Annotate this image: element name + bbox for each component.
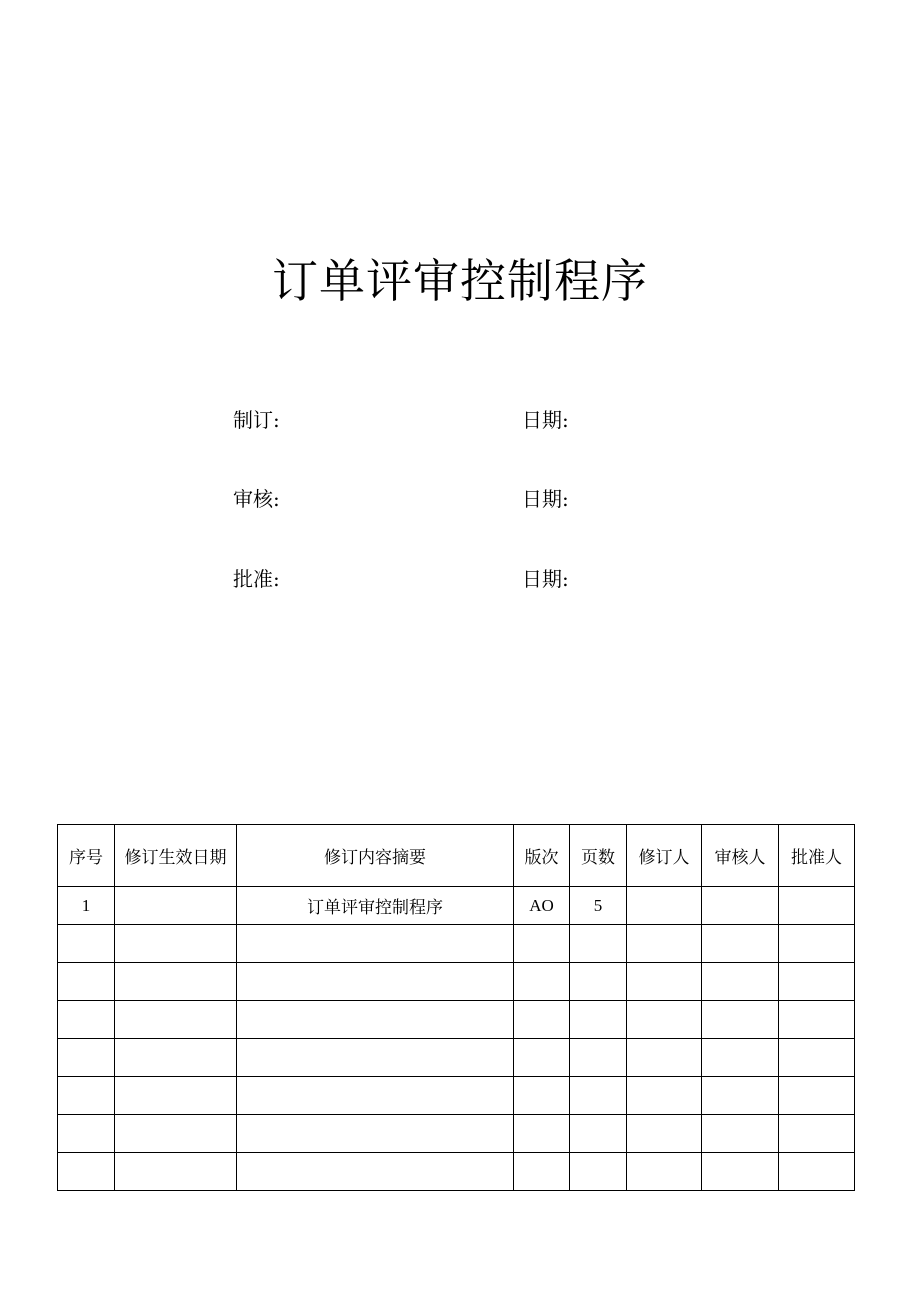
cell-version [514, 1115, 570, 1153]
cell-seq-no [58, 1115, 115, 1153]
cell-version [514, 963, 570, 1001]
cell-effective-date [115, 887, 237, 925]
cell-revised-by [627, 925, 702, 963]
drafted-by-label: 制订: [233, 408, 280, 432]
cell-seq-no [58, 1001, 115, 1039]
header-approved-by: 批准人 [779, 825, 855, 887]
reviewed-date-label: 日期: [522, 487, 569, 511]
cell-seq-no [58, 1039, 115, 1077]
cell-revision-summary [237, 1077, 514, 1115]
cell-revised-by [627, 1077, 702, 1115]
approved-by-label: 批准: [233, 567, 280, 591]
table-header-row [58, 825, 855, 887]
header-revision-summary: 修订内容摘要 [237, 825, 514, 887]
reviewed-by-label: 审核: [233, 487, 280, 511]
header-version: 版次 [514, 825, 570, 887]
cell-pages [570, 1115, 627, 1153]
cell-seq-no [58, 925, 115, 963]
table-row [58, 1001, 855, 1039]
table-row [58, 963, 855, 1001]
cell-version [514, 925, 570, 963]
cell-pages [570, 925, 627, 963]
cell-revised-by [627, 1115, 702, 1153]
cell-effective-date [115, 925, 237, 963]
cell-effective-date [115, 1115, 237, 1153]
cell-revision-summary [237, 1153, 514, 1191]
cell-version: AO [514, 887, 570, 925]
approved-date-label: 日期: [522, 567, 569, 591]
table-row [58, 925, 855, 963]
cell-effective-date [115, 1001, 237, 1039]
table-row [58, 1115, 855, 1153]
cell-effective-date [115, 1153, 237, 1191]
cell-reviewed-by [702, 1001, 779, 1039]
cell-revised-by [627, 1039, 702, 1077]
cell-pages [570, 963, 627, 1001]
cell-reviewed-by [702, 1115, 779, 1153]
cell-version [514, 1039, 570, 1077]
cell-approved-by [779, 1001, 855, 1039]
cell-approved-by [779, 1077, 855, 1115]
cell-effective-date [115, 1039, 237, 1077]
cell-reviewed-by [702, 1077, 779, 1115]
cell-effective-date [115, 1077, 237, 1115]
header-effective-date: 修订生效日期 [115, 825, 237, 887]
cell-reviewed-by [702, 963, 779, 1001]
cell-seq-no [58, 963, 115, 1001]
table-row [58, 887, 855, 925]
cell-revision-summary [237, 1115, 514, 1153]
cell-approved-by [779, 963, 855, 1001]
cell-reviewed-by [702, 887, 779, 925]
header-seq-no: 序号 [58, 825, 115, 887]
cell-approved-by [779, 1039, 855, 1077]
cell-revised-by [627, 1001, 702, 1039]
cell-pages [570, 1077, 627, 1115]
cell-revised-by [627, 963, 702, 1001]
cell-pages [570, 1039, 627, 1077]
cell-revision-summary: 订单评审控制程序 [237, 887, 514, 925]
cell-effective-date [115, 963, 237, 1001]
cell-version [514, 1001, 570, 1039]
cell-seq-no [58, 1153, 115, 1191]
cell-pages [570, 1001, 627, 1039]
cell-approved-by [779, 925, 855, 963]
cell-approved-by [779, 887, 855, 925]
cell-version [514, 1077, 570, 1115]
cell-revision-summary [237, 1001, 514, 1039]
cell-reviewed-by [702, 1153, 779, 1191]
cell-revision-summary [237, 1039, 514, 1077]
cell-reviewed-by [702, 925, 779, 963]
cell-revision-summary [237, 963, 514, 1001]
cell-reviewed-by [702, 1039, 779, 1077]
drafted-date-label: 日期: [522, 408, 569, 432]
cell-approved-by [779, 1153, 855, 1191]
cell-revised-by [627, 887, 702, 925]
cell-seq-no: 1 [58, 887, 115, 925]
cell-pages [570, 1153, 627, 1191]
table-row [58, 1153, 855, 1191]
header-reviewed-by: 审核人 [702, 825, 779, 887]
document-title: 订单评审控制程序 [272, 254, 648, 308]
header-revised-by: 修订人 [627, 825, 702, 887]
table-row [58, 1077, 855, 1115]
cell-version [514, 1153, 570, 1191]
table-row [58, 1039, 855, 1077]
cell-approved-by [779, 1115, 855, 1153]
cell-pages: 5 [570, 887, 627, 925]
cell-revision-summary [237, 925, 514, 963]
cell-revised-by [627, 1153, 702, 1191]
header-pages: 页数 [570, 825, 627, 887]
revision-history-table [57, 824, 855, 1191]
cell-seq-no [58, 1077, 115, 1115]
